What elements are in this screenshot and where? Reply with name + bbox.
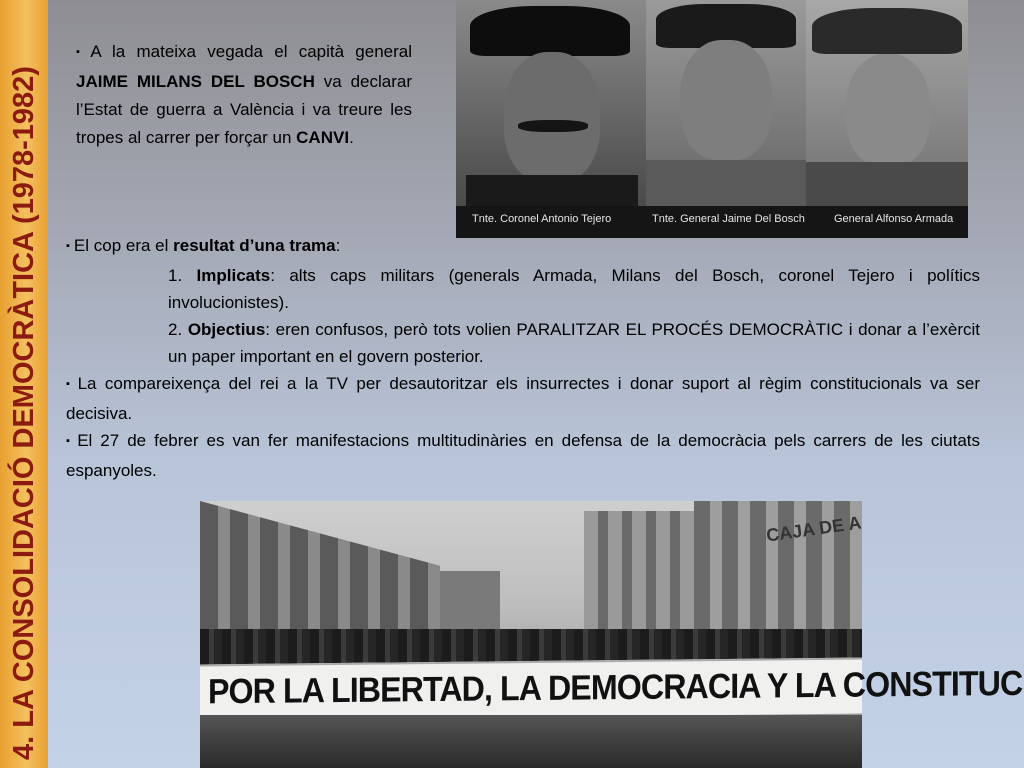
- bullet-icon: ▪: [66, 435, 74, 447]
- banner-text: POR LA LIBERTAD, LA DEMOCRACIA Y LA CONSTITUC: [208, 663, 1023, 712]
- implicats-item: 1. Implicats: alts caps militars (generals Armada, Milans del Bosch, coronel Tejero i polítics involucionistes).: [168, 266, 980, 312]
- portrait-armada: [806, 0, 968, 206]
- trama-paragraph: ▪ El cop era el resultat d’una trama:: [66, 236, 341, 255]
- caption-armada: General Alfonso Armada: [834, 213, 954, 225]
- main-content: [66, 232, 980, 484]
- caption-del-bosch: Tnte. General Jaime Del Bosch: [652, 213, 805, 225]
- febrer-paragraph: ▪ El 27 de febrer es van fer manifestacions multitudinàries en defensa de la democràcia pels carrers de les ciutats espanyoles.: [66, 431, 981, 480]
- objectius-item: 2. Objectius: eren confusos, però tots volien PARALITZAR EL PROCÉS DEMOCRÀTIC i donar a l’exèrcit un paper important en el govern posterior.: [168, 320, 980, 366]
- protest-banner: [200, 658, 1023, 723]
- portrait-tejero: [456, 0, 646, 206]
- portrait-milans-del-bosch: [646, 0, 806, 206]
- building-sign: CAJA DE A: [765, 512, 863, 546]
- rei-paragraph: ▪ La compareixença del rei a la TV per desautoritzar els insurrectes i donar suport al règim constitucionals va ser decisiva.: [66, 374, 980, 423]
- photo-demonstration: [200, 501, 1023, 768]
- bullet-icon: ▪: [66, 240, 70, 252]
- street: [200, 715, 862, 768]
- bullet-icon: ▪: [76, 46, 87, 58]
- slide-title: 4. LA CONSOLIDACIÓ DEMOCRÀTICA (1978-1982): [8, 66, 40, 760]
- photo-coup-leaders: [456, 0, 968, 238]
- caption-tejero: Tnte. Coronel Antonio Tejero: [472, 213, 612, 225]
- intro-paragraph: ▪ A la mateixa vegada el capità general JAIME MILANS DEL BOSCH va declarar l’Estat de guerra a València i va treure les tropes al carrer per forçar un CANVI.: [76, 42, 412, 147]
- bullet-icon: ▪: [66, 378, 74, 390]
